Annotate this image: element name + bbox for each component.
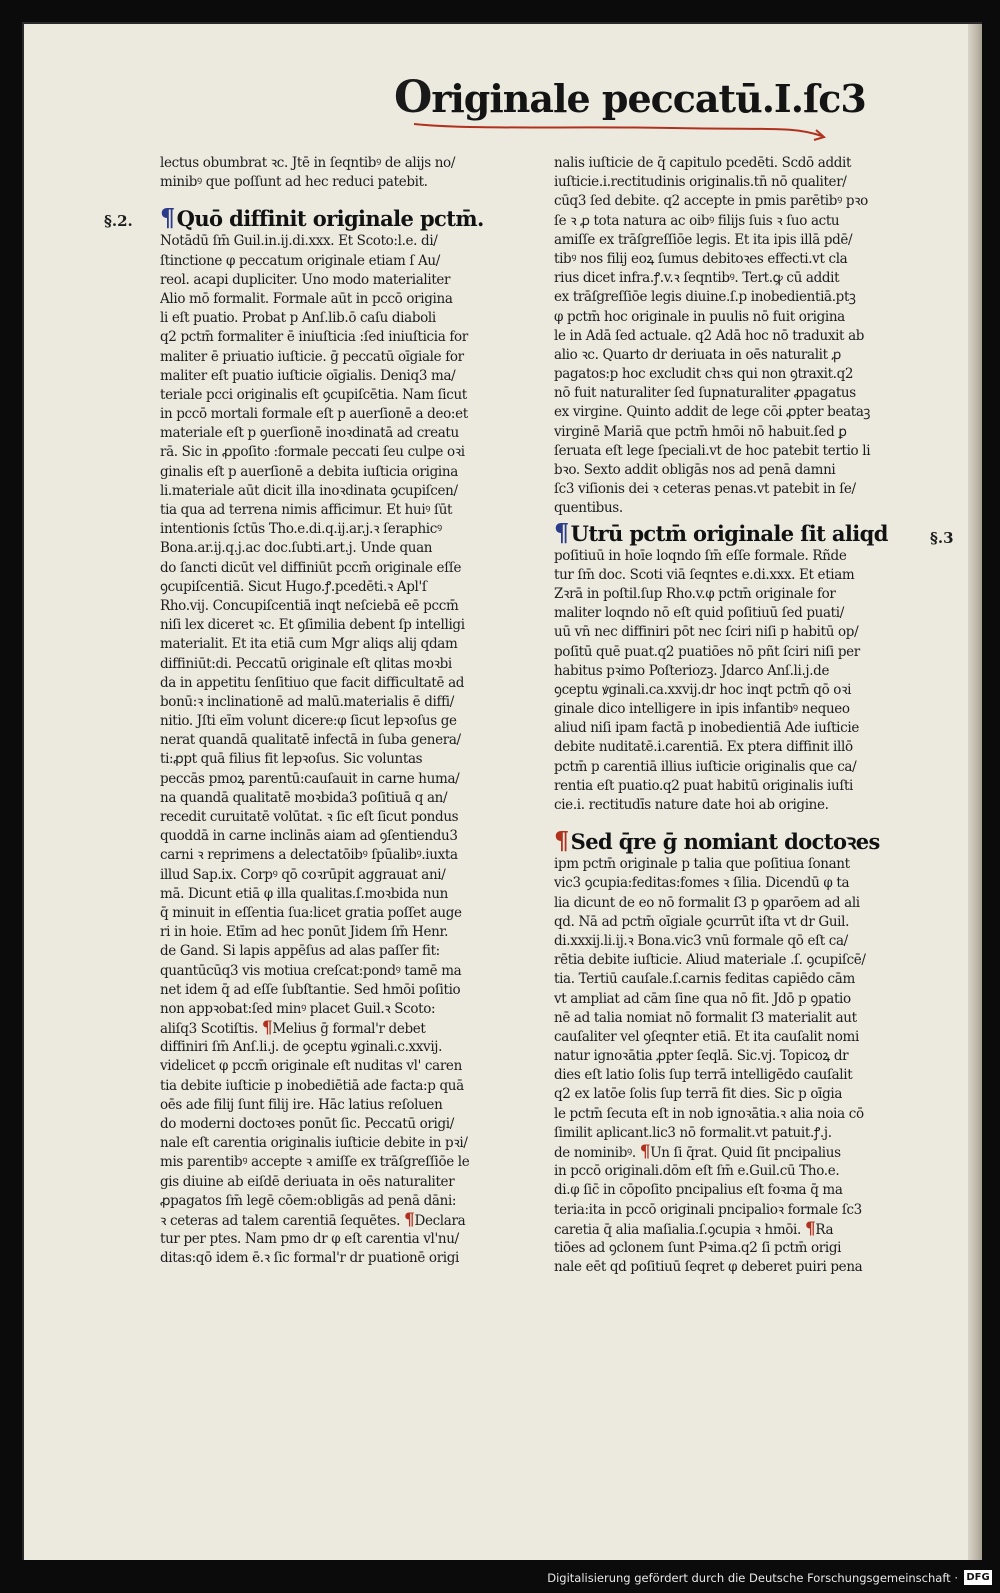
text-line: materialit. Et ita etiā cum Mgr aliqs alij qdam bbox=[160, 636, 458, 653]
text-line: rētia debite iuſticie. Aliud materiale .ſ. ꝯcupiſcē/ bbox=[554, 952, 866, 969]
text-line: de Gand. Si lapis appēſus ad alas paſſer fit: bbox=[160, 943, 440, 960]
running-head-initial: O bbox=[394, 72, 432, 123]
text-line: illud Sap.ix. Corpꝰ qō coꝛrūpit aggrauat ani/ bbox=[160, 866, 446, 883]
text-line: q2 ex latōe ſolis ſup terrā fit dies. Sic p oīgia bbox=[554, 1086, 843, 1103]
digitization-footer bbox=[0, 1562, 1000, 1593]
text-line: da in appetitu ſenſitiuo que facit difficultatē ad bbox=[160, 674, 465, 691]
text-line: intentionis ſctūs Tho.e.di.q.ij.ar.j.ꝛ ſeraphicꝰ bbox=[160, 521, 442, 538]
red-paraph-mark: ¶ bbox=[404, 1210, 415, 1230]
text-line: li.materiale aūt dicit illa inoꝛdinata ꝯcupiſcen/ bbox=[160, 482, 458, 499]
paragraph-gap bbox=[554, 815, 919, 827]
text-line: di.φ ſic̄ in cōpoſito pncipalius eſt foꝛma q̄ ma bbox=[554, 1182, 843, 1199]
text-line: maliter loqndo nō eſt quid poſitiuū ſed puati/ bbox=[554, 605, 844, 622]
section-heading bbox=[554, 519, 919, 547]
text-line: maliter eſt puatio iuſticie oīgialis. Deniq3 ma/ bbox=[160, 367, 456, 384]
text-line: nē ad talia nomiat nō formalit ſ3 materialit aut bbox=[554, 1009, 857, 1026]
text-line: tia debite iuſticie p inobediētiā ade facta:p quā bbox=[160, 1077, 464, 1094]
text-line: materiale eſt p ꝯuerſionē inoꝛdinatā ad creatu bbox=[160, 425, 459, 442]
text-line: minibꝰ que poſſunt ad hec reduci patebit. bbox=[160, 174, 428, 191]
text-line: oēs ade filij ſunt filij ire. Hāc latius reſoluen bbox=[160, 1096, 443, 1113]
text-line bbox=[160, 1211, 525, 1230]
left-text-column bbox=[160, 154, 525, 1269]
text-line: do ſancti dicūt vel diffiniūt pccm̄ originale eſſe bbox=[160, 559, 462, 576]
text-line: le pctm̄ ſecuta eſt in nob ignoꝛātia.ꝛ alia noia cō bbox=[554, 1105, 864, 1122]
text-line: quantūcūq3 vis motiua creſcat:pondꝰ tamē ma bbox=[160, 962, 462, 979]
text-line: ipm pctm̄ originale p talia que poſitiua ſonant bbox=[554, 856, 850, 873]
text-line: lectus obumbrat ꝛc. Jtē in ſeqntibꝰ de alijs no/ bbox=[160, 155, 456, 171]
text-line: uū vn̄ nec diffiniri pōt nec ſciri niſi p habitū op/ bbox=[554, 624, 859, 641]
footer-credit: Digitalisierung gefördert durch die Deutsche Forschungsgemeinschaft · bbox=[547, 1571, 958, 1585]
text-line: nerat quandā qualitatē infectā in ſuba genera/ bbox=[160, 732, 461, 749]
text-line bbox=[554, 1143, 919, 1162]
text-line: ſeruata eſt lege ſpeciali.vt de hoc patebit tertio li bbox=[554, 442, 871, 459]
text-line: ditas:qō idem ē.ꝛ ſic formal'r dr puationē origi bbox=[160, 1250, 460, 1267]
text-line: recedit curuitatē volūtat. ꝛ ſic eſt ſicut pondus bbox=[160, 809, 459, 825]
text-line: Notādū ſm̄ Guil.in.ij.di.xxx. Et Scoto:l.e. di/ bbox=[160, 233, 438, 250]
text-line: virginē Mariā que pctm̄ hmōi nō habuit.ſed ꝑ bbox=[554, 423, 847, 440]
running-head-text: riginale peccatū.I.ſc3 bbox=[431, 76, 866, 121]
text-line: quoddā in carne inclinās aiam ad ꝯſentiendu3 bbox=[160, 828, 458, 845]
text-line: lia dicunt de eo nō formalit ſ3 p ꝯparōem ad ali bbox=[554, 894, 860, 911]
section-heading bbox=[160, 204, 525, 232]
margin-mark-left: §.2. bbox=[104, 212, 133, 230]
text-line: ſtinctione φ peccatum originale etiam ſ Au/ bbox=[160, 252, 440, 269]
text-line: teriale pcci originalis eſt ꝯcupiſcētia. Nam ſicut bbox=[160, 386, 467, 403]
section-heading-text: Quō diffinit originale pctm̄. bbox=[176, 206, 484, 232]
text-line: dies eſt latio ſolis ſup terrā intelligēdo cauſalit bbox=[554, 1067, 853, 1084]
text-line-segment: Un ſi q̄rat. Quid ſit pncipalius bbox=[650, 1145, 841, 1161]
text-line: nō fuit naturaliter ſed ſupnaturaliter ꝓpagatus bbox=[554, 385, 856, 402]
text-line: in pccō originali.dōm eſt ſm̄ e.Guil.cū Tho.e. bbox=[554, 1163, 840, 1180]
text-line: maliter ē priuatio iuſticie. ḡ peccatū oīgiale for bbox=[160, 348, 464, 365]
page-edge bbox=[968, 24, 982, 1560]
text-line: li eſt puatio. Probat p Anſ.lib.ō caſu diaboli bbox=[160, 310, 436, 327]
text-line: ti:ꝓpt quā filius fit lepꝛoſus. Sic voluntas bbox=[160, 751, 423, 768]
red-paraph-mark: ¶ bbox=[639, 1143, 651, 1162]
text-line: q̄ minuit in eſſentia ſua:licet gratia poſſet auge bbox=[160, 904, 462, 921]
red-paraph-mark: ¶ bbox=[261, 1019, 273, 1039]
text-line: vt ampliat ad cām ſine qua nō fit. Jdō p ꝯpatio bbox=[554, 990, 851, 1007]
text-line: rentia eſt puatio.q2 puat habitū originalis iuſti bbox=[554, 777, 854, 794]
text-line: nalis iuſticie de q̄ capitulo pcedēti. Scdō addit bbox=[554, 155, 852, 171]
text-line: ſe ꝛ ꝓ tota natura ac oibꝰ filijs ſuis ꝛ ſuo actu bbox=[554, 212, 840, 229]
text-line: ex virgine. Quinto addit de lege cōi ꝓpter beataꝫ bbox=[554, 404, 871, 421]
text-line-segment: caretia q̄ alia maſialia.ſ.ꝯcupia ꝛ hmōi. bbox=[554, 1221, 801, 1238]
text-line: ginale dico intelligere in ipis infantibꝰ nequeo bbox=[554, 701, 850, 718]
text-line: Rho.vij. Concupiſcentiā inqt neſciebā eē pccm̄ bbox=[160, 597, 459, 614]
text-line: Bona.ar.ij.q.j.ac doc.ſubti.art.j. Unde quan bbox=[160, 540, 433, 557]
text-line: ꝓpagatos ſm̄ legē cōem:obligās ad penā dāni: bbox=[160, 1192, 457, 1209]
text-line: Zꝛrā in poſtil.ſup Rho.v.φ pctm̄ originale for bbox=[554, 585, 836, 602]
text-line: habitus pꝛimo Poſteriozꝫ. Jdarco Anſ.li.j.de bbox=[554, 662, 830, 679]
text-line: tia. Tertiū cauſale.ſ.carnis feditas capiēdo cām bbox=[554, 971, 855, 988]
text-line: ri in hoie. Etīm ad hec ponūt Jidem ſm̄ Henr. bbox=[160, 924, 449, 941]
text-line: di.xxxij.li.ij.ꝛ Bona.vic3 vnū formale qō eſt ca/ bbox=[554, 932, 848, 949]
text-line: iuſticie.i.rectitudinis originalis.tn̄ nō qualiter/ bbox=[554, 174, 847, 191]
text-line-segment: Declara bbox=[414, 1212, 466, 1229]
text-line: φ pctm̄ hoc originale in puulis nō fuit origina bbox=[554, 308, 845, 325]
text-line: ꝯcupiſcentiā. Sicut Hugo.ꝭ.pcedēti.ꝛ Apl'ſ bbox=[160, 578, 427, 595]
section-heading-text: Sed q̄re ḡ nomiant doctoꝛes bbox=[570, 829, 880, 855]
text-line: na quandā qualitatē moꝛbida3 poſitiuā q an/ bbox=[160, 789, 448, 806]
text-line: cūq3 ſed debite. q2 accepte in pmis parētibꝰ pꝛo bbox=[554, 193, 868, 210]
text-line: tia qua ad terrena nimis afficimur. Et huiꝰ ſūt bbox=[160, 502, 453, 518]
red-paraph-mark: ¶ bbox=[554, 826, 569, 856]
margin-mark-right: §.3 bbox=[930, 529, 954, 547]
text-line: videlicet φ pccm̄ originale eſt nuditas vl' caren bbox=[160, 1058, 462, 1075]
blue-paraph-mark: ¶ bbox=[160, 203, 175, 233]
text-line: ſimilit aplicant.lic3 nō formalit.vt patuit.ꝭ.j. bbox=[554, 1124, 832, 1141]
text-line bbox=[160, 1019, 525, 1038]
blue-paraph-mark: ¶ bbox=[554, 517, 569, 547]
text-line: cauſaliter vel ꝯſeqnter etiā. Et ita cauſalit nomi bbox=[554, 1028, 859, 1045]
text-line: peccās pmoꝝ parentū:cauſauit in carne huma/ bbox=[160, 770, 460, 787]
text-line: carni ꝛ reprimens a delectatōibꝰ ſpūalibꝰ.iuxta bbox=[160, 847, 458, 864]
text-line: alio ꝛc. Quarto dr deriuata in oēs naturalit ꝓ bbox=[554, 346, 841, 363]
text-line: q2 pctm̄ formaliter ē iniuſticia :ſed iniuſticia for bbox=[160, 329, 468, 346]
text-line: nitio. Jſti eīm volunt dicere:φ ſicut lepꝛoſus ge bbox=[160, 713, 457, 730]
text-line-segment: de nominibꝰ. bbox=[554, 1145, 636, 1161]
text-line: natur ignoꝛātia ꝓpter ſeqlā. Sic.vj. Topicoꝝ dr bbox=[554, 1048, 849, 1065]
text-line-segment: Melius ḡ formal'r debet bbox=[272, 1021, 426, 1038]
text-line: in pccō mortali formale eſt p auerſionē a deo:et bbox=[160, 406, 468, 423]
text-line: diffiniūt:di. Peccatū originale eſt qlitas moꝛbi bbox=[160, 655, 452, 672]
text-line: diffiniri ſm̄ Anſ.li.j. de ꝯceptu ꝟginali.c.xxvij. bbox=[160, 1039, 443, 1056]
text-line: tur per ptes. Nam pmo dr φ eſt carentia vl'nu/ bbox=[160, 1231, 459, 1248]
text-line: poſitū quē puat.q2 puatiōes nō pñt ſciri niſi per bbox=[554, 643, 860, 660]
text-line: nale eſt carentia originalis iuſticie debite in pꝛi/ bbox=[160, 1135, 468, 1152]
text-line: Alio mō formalit. Formale aūt in pccō origina bbox=[160, 290, 453, 307]
text-line: tibꝰ nos filij eoꝝ ſumus debitoꝛes effecti.vt cla bbox=[554, 250, 848, 267]
paragraph-gap bbox=[160, 192, 525, 204]
text-line: ex trāſgreſſiōe legis diuine.ſ.p inobedientiā.ptꝫ bbox=[554, 289, 856, 306]
text-line: niſi lex diceret ꝛc. Et ꝯſimilia debent ſp intelligi bbox=[160, 617, 465, 634]
text-line: ginalis eſt p auerſionē a debita iuſticia origina bbox=[160, 463, 458, 480]
red-paraph-mark: ¶ bbox=[804, 1219, 816, 1239]
text-line: cie.i. rectitudīs nature date hoi ab origine. bbox=[554, 797, 829, 813]
text-line: quentibus. bbox=[554, 500, 623, 517]
text-line: reol. acapi dupliciter. Uno modo materialiter bbox=[160, 271, 451, 288]
text-line: ꝯceptu ꝟginali.ca.xxvij.dr hoc inqt pctm̄ qō oꝛi bbox=[554, 681, 852, 698]
dfg-logo: DFG bbox=[964, 1570, 992, 1585]
text-line: aliud niſi ipam factā p inobedientiā Ade iuſticie bbox=[554, 720, 859, 737]
text-line: rius dicet infra.ꝭ.v.ꝛ ſeqntibꝰ. Tert.ꝙ cū addit bbox=[554, 270, 840, 287]
text-line: pctm̄ p carentiā illius iuſticie originalis que ca/ bbox=[554, 758, 857, 775]
text-line: vic3 ꝯcupia:feditas:fomes ꝛ ſilia. Dicendū φ ta bbox=[554, 875, 850, 892]
text-line: non appꝛobat:ſed minꝰ placet Guil.ꝛ Scoto: bbox=[160, 1000, 436, 1017]
section-heading bbox=[554, 827, 919, 855]
section-heading-text: Utrū pctm̄ originale ſit aliqd bbox=[570, 520, 888, 546]
text-line: amiſſe ex trāſgreſſiōe legis. Et ita ipis illā pdē/ bbox=[554, 231, 853, 248]
text-line: qd. Nā ad pctm̄ oīgiale ꝯcurrūt iſta vt dr Guil. bbox=[554, 913, 850, 930]
text-line-segment: ꝛ ceteras ad talem carentiā ſequētes. bbox=[160, 1212, 401, 1229]
text-line: le in Adā ſed actuale. q2 Adā hoc nō traduxit ab bbox=[554, 327, 865, 344]
text-line bbox=[554, 1220, 919, 1239]
text-line: debite nuditatē.i.carentiā. Ex ptera diffinit illō bbox=[554, 739, 853, 756]
text-line: rā. Sic in ꝓpoſito :formale peccati ſeu culpe oꝛi bbox=[160, 444, 465, 461]
text-line: gis diuine ab eiſdē deriuata in oēs naturaliter bbox=[160, 1173, 455, 1190]
text-line-segment: Ra bbox=[815, 1221, 834, 1238]
text-line: bonū:ꝛ inclinationē ad malū.materialis ē diffi/ bbox=[160, 693, 454, 710]
text-line: poſitiuū in hoīe loqndo ſm̄ eſſe formale. Rñde bbox=[554, 547, 847, 564]
text-line: tur ſm̄ doc. Scoti viā ſeqntes e.di.xxx. Et etiam bbox=[554, 566, 855, 583]
text-line: tiōes ad ꝯclonem ſunt Pꝛima.q2 ſi pctm̄ origi bbox=[554, 1239, 842, 1256]
text-line: teria:ita in pccō originali pncipalioꝛ formale ſc3 bbox=[554, 1201, 862, 1218]
text-line: do moderni doctoꝛes ponūt ſic. Peccatū origi/ bbox=[160, 1116, 454, 1132]
text-line: nale eēt qd poſitiuū ſeqret φ deberet puiri pena bbox=[554, 1259, 863, 1276]
text-line: mis parentibꝰ accepte ꝛ amiſſe ex trāſgreſſiōe le bbox=[160, 1154, 470, 1171]
book-page bbox=[22, 22, 982, 1560]
red-flourish-underline bbox=[412, 116, 832, 146]
text-line: bꝛo. Sexto addit obligās nos ad penā damni bbox=[554, 462, 836, 478]
right-text-column bbox=[554, 154, 919, 1277]
text-line-segment: aliſq3 Scotiſtis. bbox=[160, 1021, 258, 1038]
text-line: net idem q̄ ad eſſe ſubſtantie. Sed hmōi poſitio bbox=[160, 981, 461, 998]
text-line: mā. Dicunt etiā φ illa qualitas.ſ.moꝛbida nun bbox=[160, 885, 448, 902]
text-line: ſc3 viſionis dei ꝛ ceteras penas.vt patebit in ſe/ bbox=[554, 481, 856, 498]
text-line: pagatos:p hoc excludit chꝛs qui non ꝯtraxit.q2 bbox=[554, 366, 854, 383]
